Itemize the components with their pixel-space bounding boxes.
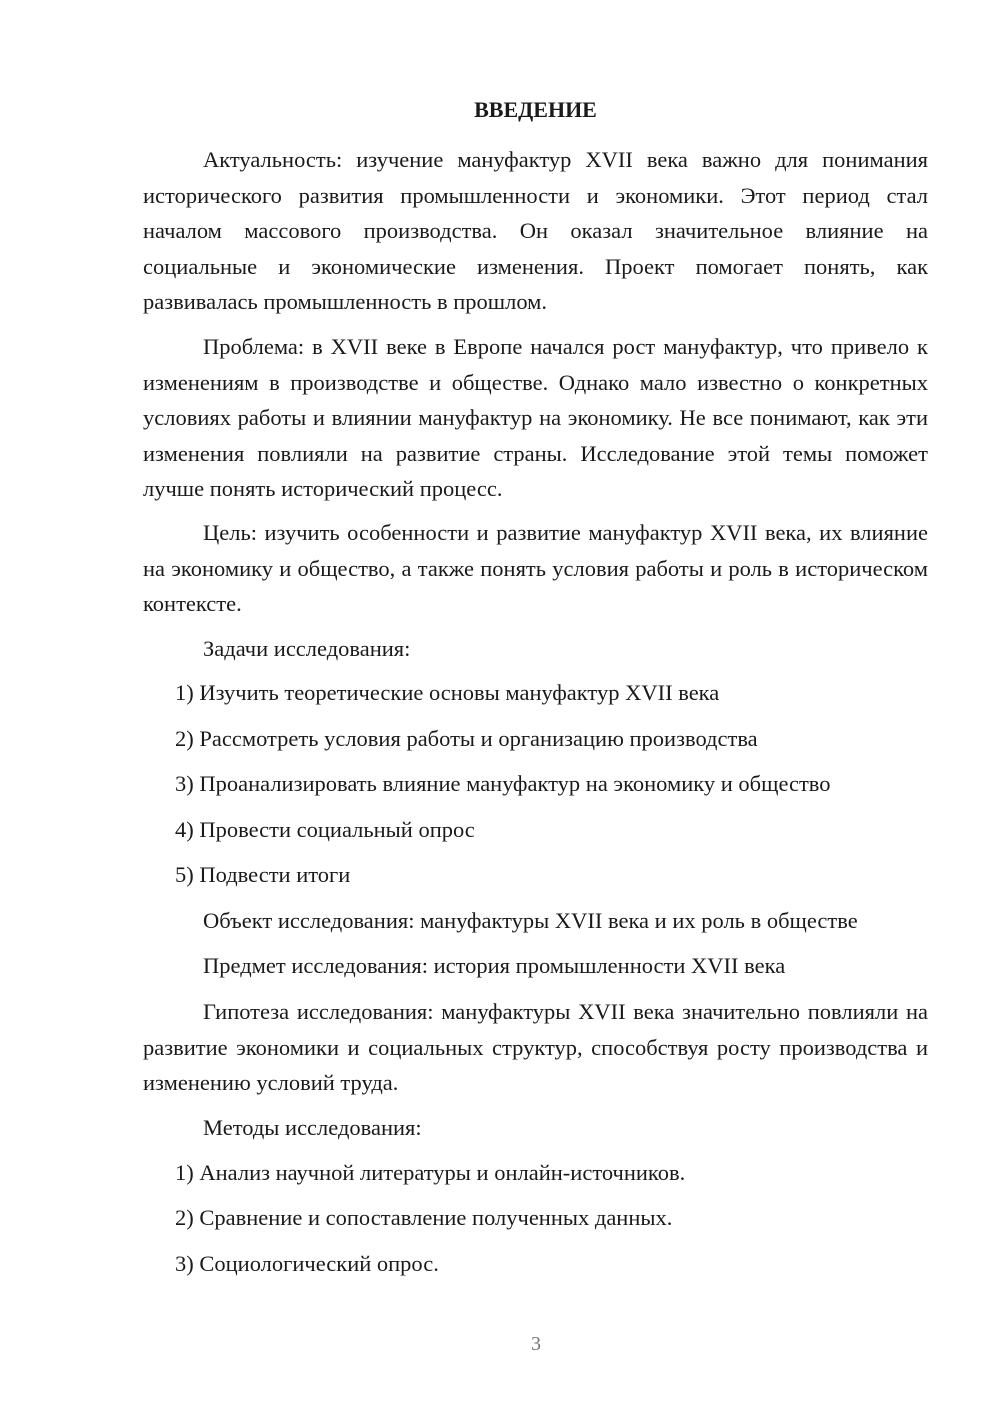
methods-heading: Методы исследования: bbox=[203, 1115, 422, 1140]
tasks-heading: Задачи исследования: bbox=[203, 636, 411, 661]
page-title: ВВЕДЕНИЕ bbox=[474, 97, 597, 122]
task-item: 3) Проанализировать влияние мануфактур на экономику и общество bbox=[175, 771, 831, 796]
task-item: 1) Изучить теоретические основы мануфактур XVII века bbox=[175, 680, 720, 705]
research-subject: Предмет исследования: история промышленности XVII века bbox=[203, 953, 786, 978]
task-item: 5) Подвести итоги bbox=[175, 862, 351, 887]
hypothesis-paragraph: Гипотеза исследования: мануфактуры XVII века значительно повлияли на развитие экономики и социальных структур, способствуя росту производства и изменению условий труда. bbox=[143, 999, 928, 1096]
method-item: 1) Анализ научной литературы и онлайн-источников. bbox=[175, 1160, 686, 1185]
task-item: 2) Рассмотреть условия работы и организацию производства bbox=[175, 726, 758, 751]
page-number: 3 bbox=[531, 1333, 541, 1355]
problem-paragraph: Проблема: в XVII веке в Европе начался рост мануфактур, что привело к изменениям в производстве и обществе. Однако мало известно о конкретных условиях работы и влиянии мануфактур на экономику. Не все понимают, как эти изменения повлияли на развитие страны. Исследование этой темы поможет лучше понять исторический процесс. bbox=[143, 334, 928, 502]
method-item: 2) Сравнение и сопоставление полученных данных. bbox=[175, 1205, 673, 1230]
relevance-paragraph: Актуальность: изучение мануфактур XVII века важно для понимания исторического развития промышленности и экономики. Этот период стал началом массового производства. Он оказал значительное влияние на социальные и экономические изменения. Проект помогает понять, как развивалась промышленность в прошлом. bbox=[143, 147, 928, 315]
research-object: Объект исследования: мануфактуры XVII века и их роль в обществе bbox=[203, 908, 858, 933]
method-item: 3) Социологический опрос. bbox=[175, 1251, 439, 1276]
goal-paragraph: Цель: изучить особенности и развитие мануфактур XVII века, их влияние на экономику и общество, а также понять условия работы и роль в историческом контексте. bbox=[143, 520, 928, 617]
task-item: 4) Провести социальный опрос bbox=[175, 817, 475, 842]
